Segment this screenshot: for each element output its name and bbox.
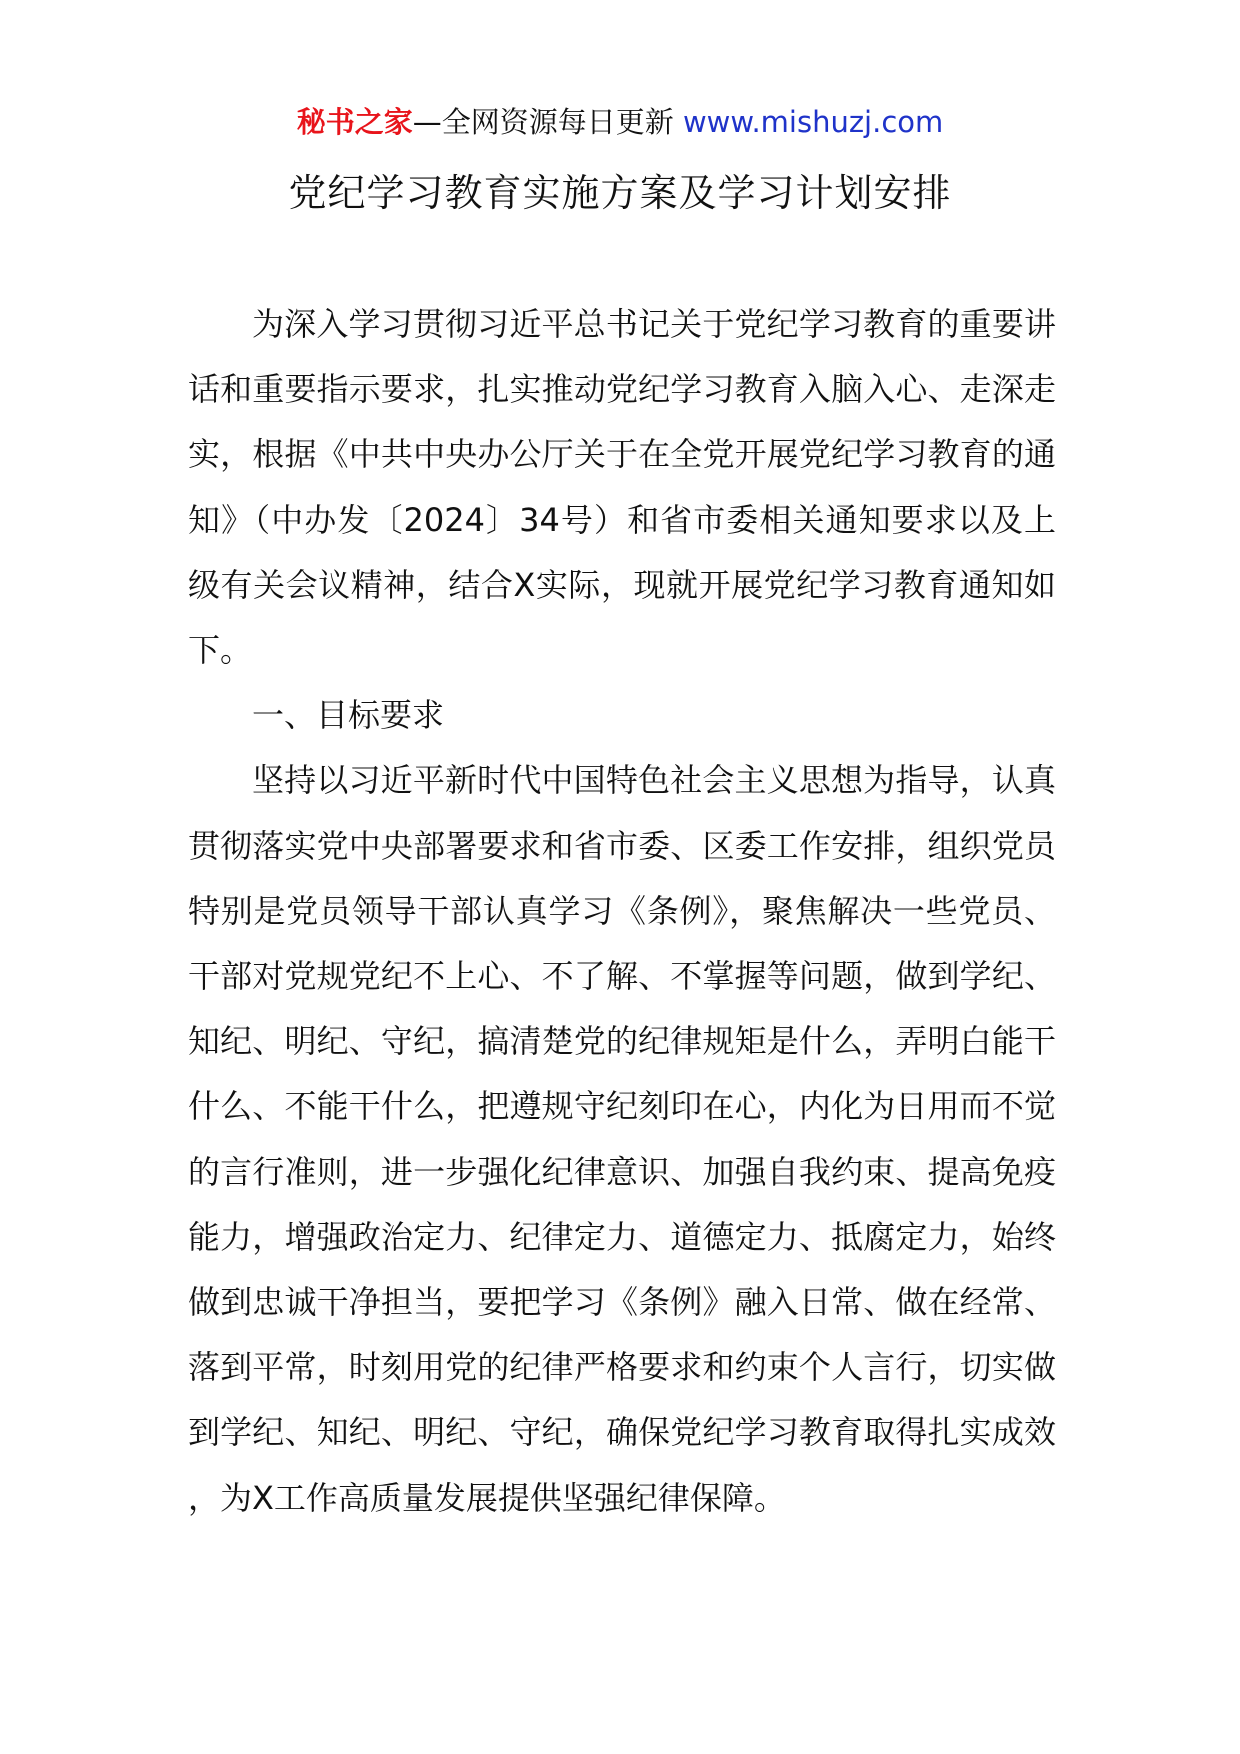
site-header xyxy=(0,100,1240,144)
document-title: 党纪学习教育实施方案及学习计划安排 xyxy=(288,171,952,215)
document-body xyxy=(188,292,1056,1531)
brand-name: 秘书之家 xyxy=(296,105,413,139)
goals-paragraph: 坚持以习近平新时代中国特色社会主义思想为指导，认真贯彻落实党中央部署要求和省市委、区委工作安排，组织党员特别是党员领导干部认真学习《条例》，聚焦解决一些党员、干部对党规党纪不上心、不了解、不掌握等问题，做到学纪、知纪、明纪、守纪，搞清楚党的纪律规矩是什么，弄明白能干什么、不能干什么，把遵规守纪刻印在心，内化为日用而不觉的言行准则，进一步强化纪律意识、加强自我约束、提高免疫能力，增强政治定力、纪律定力、道德定力、抵腐定力，始终做到忠诚干净担当，要把学习《条例》融入日常、做在经常、落到平常，时刻用党的纪律严格要求和约束个人言行，切实做到学纪、知纪、明纪、守纪，确保党纪学习教育取得扎实成效，为X工作高质量发展提供坚强纪律保障。 xyxy=(188,761,1056,1517)
header-tagline: —全网资源每日更新 xyxy=(412,105,683,139)
intro-paragraph: 为深入学习贯彻习近平总书记关于党纪学习教育的重要讲话和重要指示要求，扎实推动党纪学习教育入脑入心、走深走实，根据《中共中央办公厅关于在全党开展党纪学习教育的通知》（中办发〔2024〕34号）和省市委相关通知要求以及上级有关会议精神，结合X实际，现就开展党纪学习教育通知如下。 xyxy=(188,305,1056,670)
site-url-link[interactable]: www.mishuzj.com xyxy=(682,105,944,139)
section-heading-goals: 一、目标要求 xyxy=(252,696,445,735)
